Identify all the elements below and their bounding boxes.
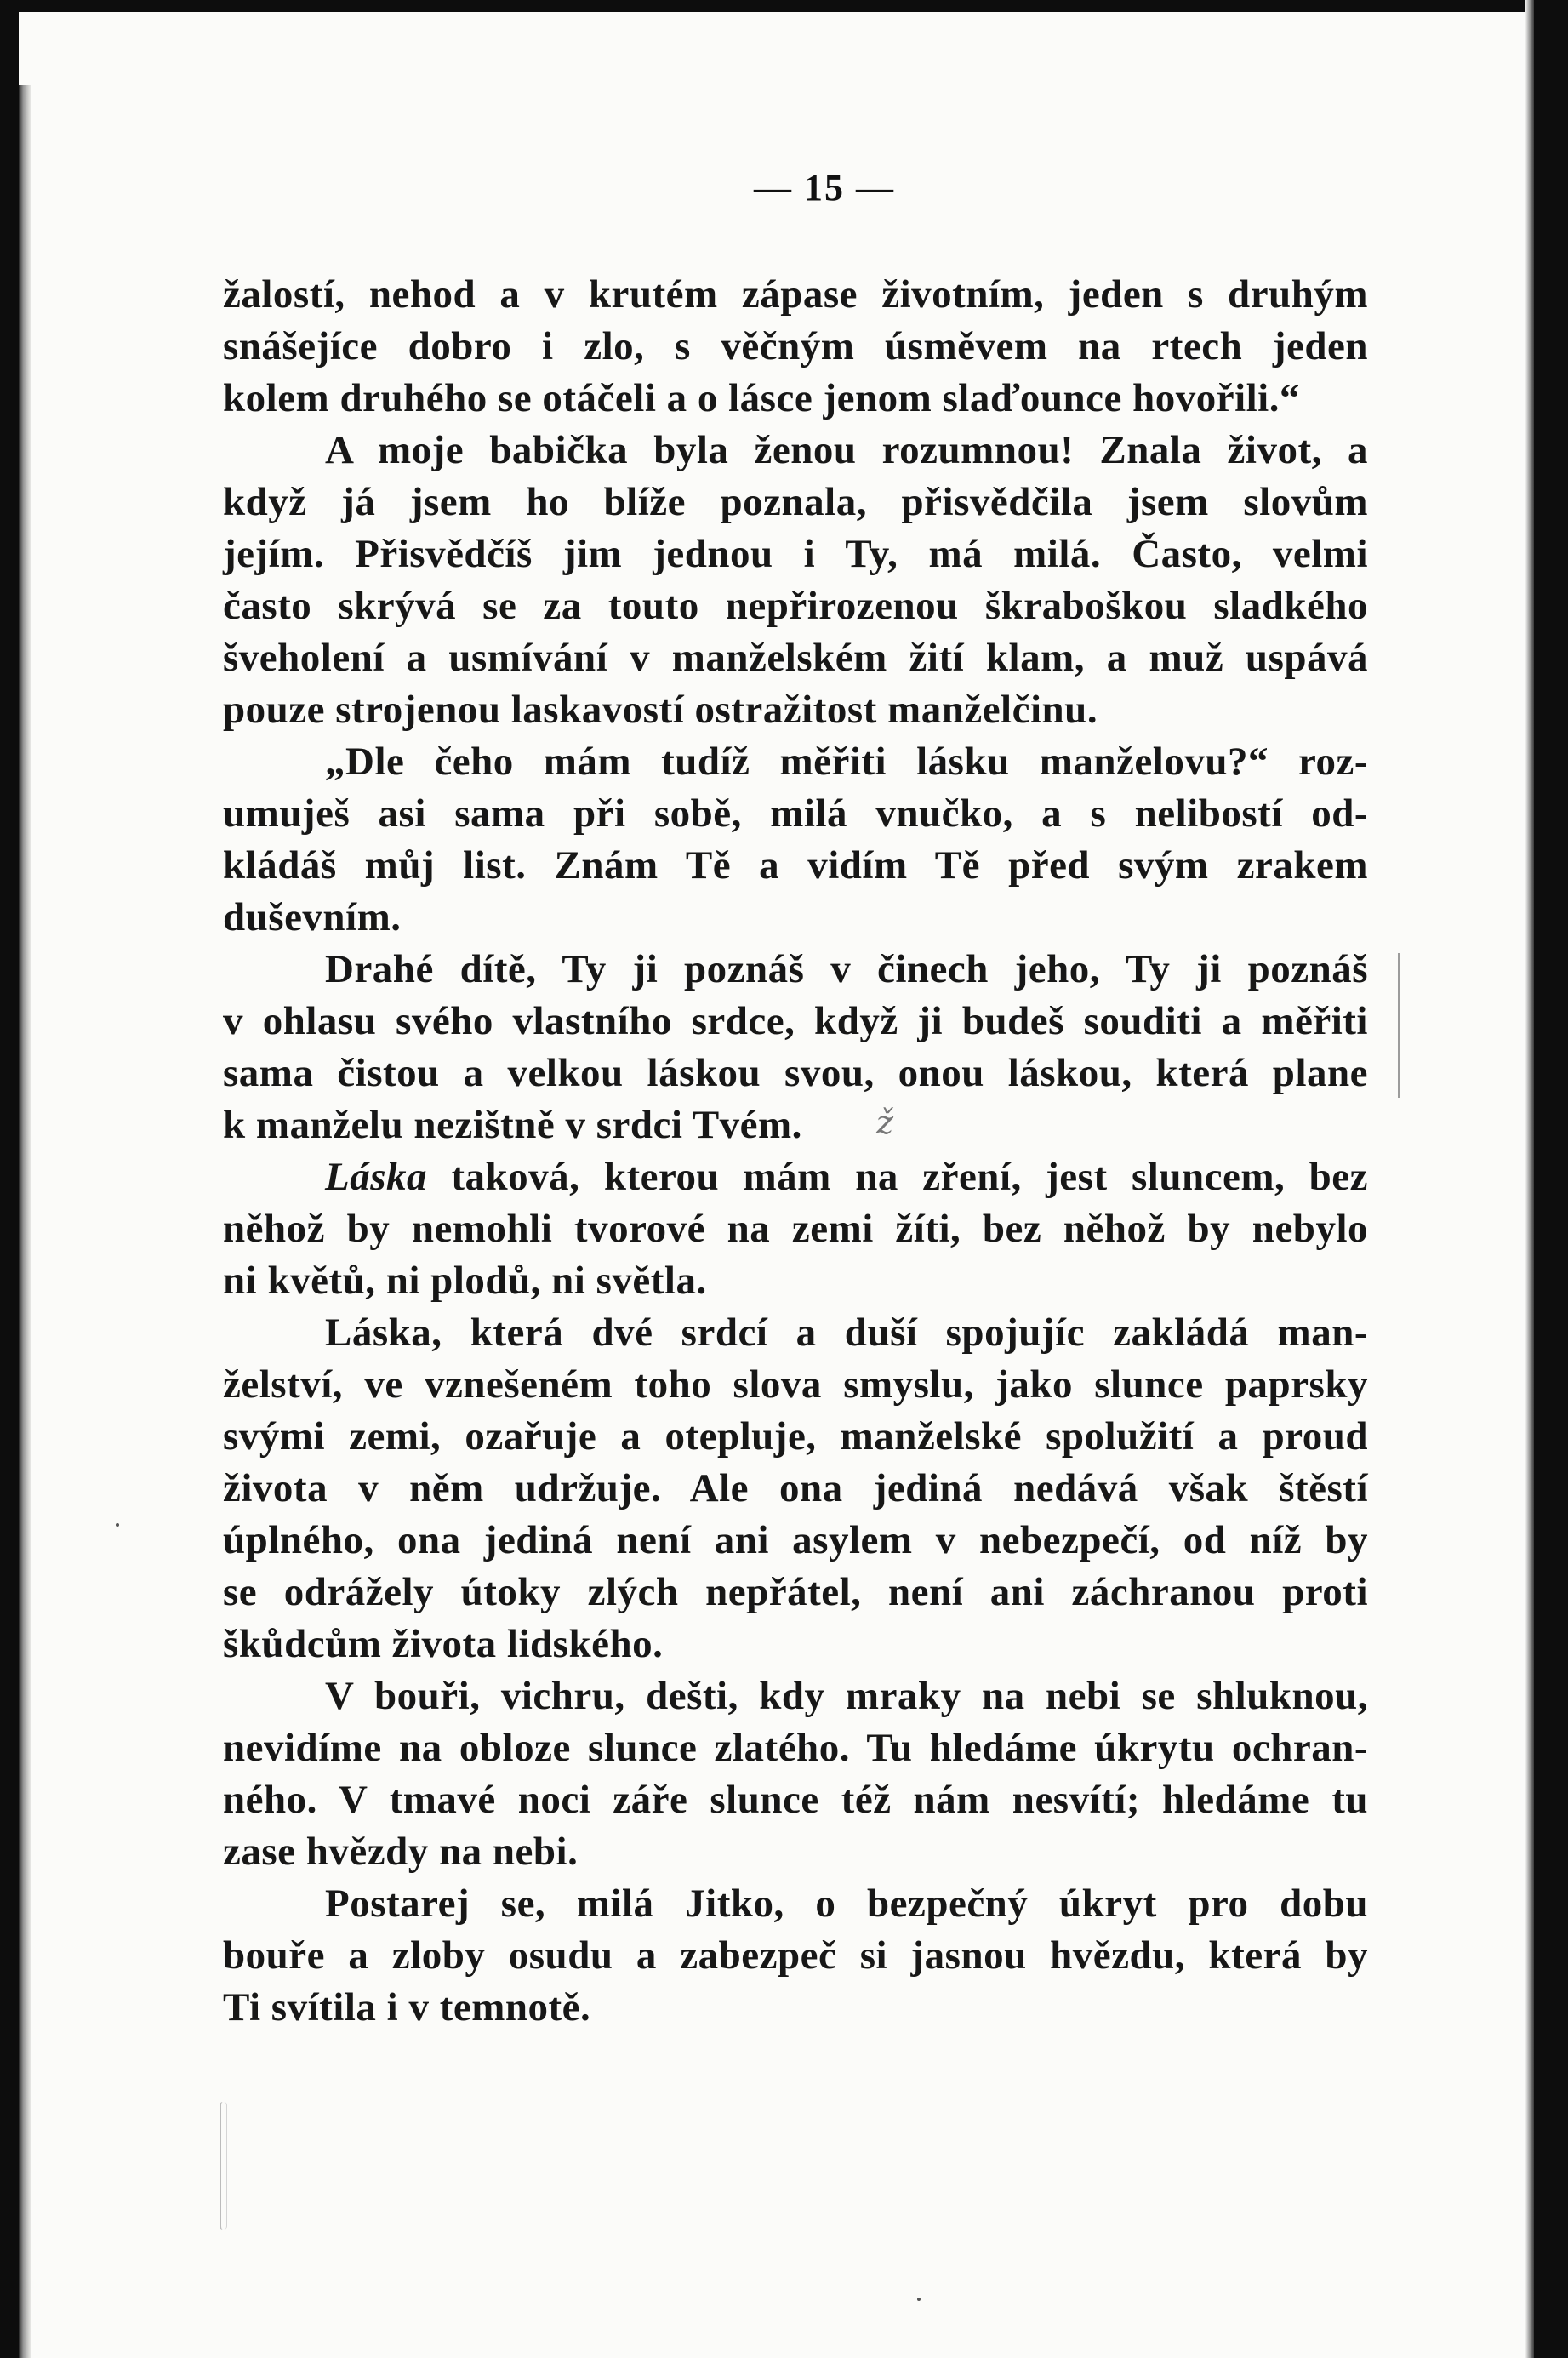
text-line: škůdcům života lidského. xyxy=(223,1622,664,1666)
text-line: želství, ve vznešeném toho slova smyslu, jako slunce paprsky xyxy=(223,1362,1368,1407)
text-line: „Dle čeho mám tudíž měřiti lásku manželovu?“ roz- xyxy=(325,739,1368,784)
text-line: ni květů, ni plodů, ni světla. xyxy=(223,1259,707,1303)
text-line: Postarej se, milá Jitko, o bezpečný úkryt pro dobu xyxy=(325,1881,1368,1926)
paper-fold-mark xyxy=(220,2102,227,2230)
text-line: pouze strojenou laskavostí ostražitost manželčinu. xyxy=(223,688,1098,732)
page-number: — 15 — xyxy=(754,167,895,208)
text-line: Ti svítila i v temnotě. xyxy=(223,1985,591,2030)
text-line: A moje babička byla ženou rozumnou! Znala život, a xyxy=(325,428,1368,472)
body-text xyxy=(223,269,1368,2034)
text-line xyxy=(223,1151,1368,1203)
text-line: v ohlasu svého vlastního srdce, když ji budeš souditi a měřiti xyxy=(223,999,1368,1043)
text-line: ného. V tmavé noci záře slunce též nám nesvítí; hledáme tu xyxy=(223,1778,1368,1822)
text-line: Drahé dítě, Ty ji poznáš v činech jeho, Ty ji poznáš xyxy=(325,947,1368,991)
text-line: sama čistou a velkou láskou svou, onou láskou, která plane xyxy=(223,1051,1368,1095)
text-line: snášejíce dobro i zlo, s věčným úsměvem na rtech jeden xyxy=(223,324,1368,368)
text-line: když já jsem ho blíže poznala, přisvědčila jsem slovům xyxy=(223,480,1368,524)
text-line: k manželu nezištně v srdci Tvém. xyxy=(223,1103,802,1147)
text-line: úplného, ona jediná není ani asylem v nebezpečí, od níž by xyxy=(223,1518,1368,1562)
text-line: V bouři, vichru, dešti, kdy mraky na nebi se shluknou, xyxy=(325,1674,1368,1718)
italic-word: Láska xyxy=(325,1155,427,1199)
text-line: nevidíme na obloze slunce zlatého. Tu hledáme úkrytu ochran- xyxy=(223,1726,1368,1770)
text-line: se odrážely útoky zlých nepřátel, není ani záchranou proti xyxy=(223,1570,1368,1614)
speck-mark xyxy=(917,2298,921,2301)
text-line: Láska, která dvé srdcí a duší spojujíc zakládá man- xyxy=(325,1310,1368,1355)
scan-edge-left-shadow xyxy=(19,85,31,2358)
text-line: kládáš můj list. Znám Tě a vidím Tě před svým zrakem xyxy=(223,843,1368,888)
margin-pencil-mark xyxy=(1395,953,1400,1098)
text-line: často skrývá se za touto nepřirozenou škraboškou sladkého xyxy=(223,584,1368,628)
text-line: bouře a zloby osudu a zabezpeč si jasnou hvězdu, která by xyxy=(223,1933,1368,1978)
pencil-note: ž xyxy=(876,1104,894,1141)
text-line: umuješ asi sama při sobě, milá vnučko, a s nelibostí od- xyxy=(223,791,1368,836)
text-line: života v něm udržuje. Ale ona jediná nedává však štěstí xyxy=(223,1466,1368,1510)
scan-edge-right xyxy=(1534,0,1568,2358)
text-line: zase hvězdy na nebi. xyxy=(223,1830,579,1874)
text-line: šveholení a usmívání v manželském žití klam, a muž uspává xyxy=(223,636,1368,680)
scan-edge-top xyxy=(0,0,1568,12)
text-line: žalostí, nehod a v krutém zápase životním, jeden s druhým xyxy=(223,272,1368,317)
text-line: kolem druhého se otáčeli a o lásce jenom slaďounce hovořili.“ xyxy=(223,376,1300,420)
speck-mark xyxy=(116,1523,119,1527)
text-line: duševním. xyxy=(223,895,402,939)
text-line: svými zemi, ozařuje a otepluje, manželské spolužití a proud xyxy=(223,1414,1368,1459)
scan-edge-right-shadow xyxy=(1525,0,1534,2358)
text-line-rest: taková, kterou mám na zření, jest sluncem, bez xyxy=(427,1155,1368,1199)
text-line: něhož by nemohli tvorové na zemi žíti, bez něhož by nebylo xyxy=(223,1207,1368,1251)
scan-edge-left xyxy=(0,0,19,2358)
text-line: jejím. Přisvědčíš jim jednou i Ty, má milá. Často, velmi xyxy=(223,532,1368,576)
